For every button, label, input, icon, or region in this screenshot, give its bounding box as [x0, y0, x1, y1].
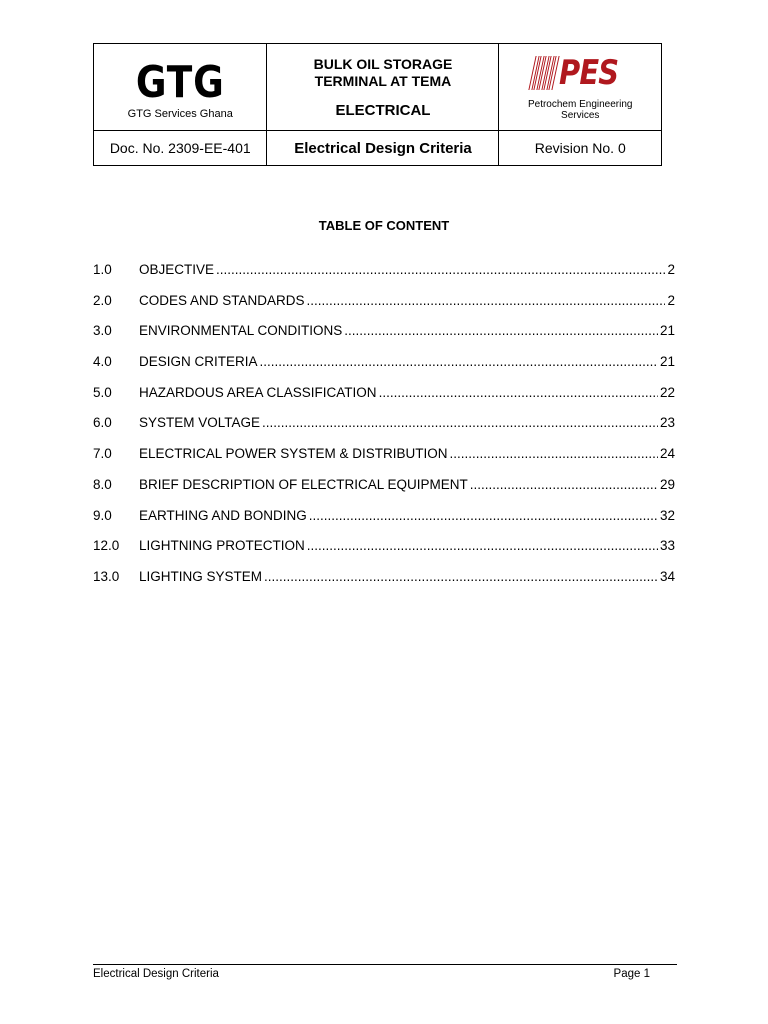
- project-title-line1: BULK OIL STORAGE: [313, 55, 453, 72]
- toc-leader: [216, 262, 665, 277]
- toc-entry-number: 3.0: [93, 323, 112, 339]
- toc-entry[interactable]: [93, 262, 675, 293]
- toc-leader: [450, 446, 658, 461]
- toc-entry-number: 13.0: [93, 568, 120, 584]
- toc-entry-number: 4.0: [93, 354, 112, 370]
- toc-entry-page: 32: [659, 507, 675, 523]
- revision-number: Revision No. 0: [499, 131, 662, 166]
- table-of-contents: [93, 262, 675, 600]
- toc-entry-number: 8.0: [93, 476, 112, 492]
- pes-caption-line2: Services: [561, 110, 600, 121]
- toc-leader: [262, 415, 658, 430]
- toc-entry-page: 24: [659, 446, 675, 462]
- toc-entry-page: 22: [659, 384, 675, 400]
- toc-leader: [470, 477, 658, 492]
- toc-leader: [307, 538, 658, 553]
- toc-entry-number: 5.0: [93, 384, 112, 400]
- toc-entry[interactable]: [93, 569, 675, 600]
- toc-entry-label: DESIGN CRITERIA: [139, 354, 258, 370]
- toc-entry-number: 12.0: [93, 538, 120, 554]
- project-title-cell: [267, 44, 499, 131]
- toc-entry-label: SYSTEM VOLTAGE: [139, 415, 261, 431]
- toc-entry-page: 21: [659, 323, 675, 339]
- department-label: ELECTRICAL: [335, 101, 431, 119]
- toc-leader: [264, 569, 658, 584]
- toc-title: TABLE OF CONTENT: [318, 218, 450, 233]
- toc-entry-page: 33: [659, 538, 675, 554]
- toc-entry[interactable]: [93, 538, 675, 569]
- gtg-logo-cell: [94, 44, 267, 131]
- toc-entry[interactable]: [93, 508, 675, 539]
- toc-entry-number: 7.0: [93, 446, 112, 462]
- pes-caption-line1: Petrochem Engineering: [527, 99, 633, 110]
- footer-page-number: Page 1: [613, 968, 650, 980]
- toc-leader: [307, 293, 666, 308]
- pes-logo: [499, 55, 661, 91]
- toc-entry-page: 23: [659, 415, 675, 431]
- toc-entry[interactable]: [93, 385, 675, 416]
- pes-stripes-icon: [528, 56, 560, 90]
- pes-logo-cell: [499, 44, 662, 131]
- toc-entry-page: 2: [667, 292, 675, 308]
- toc-entry-label: CODES AND STANDARDS: [139, 292, 305, 308]
- toc-entry-label: OBJECTIVE: [139, 262, 215, 277]
- toc-entry-label: ELECTRICAL POWER SYSTEM & DISTRIBUTION: [139, 446, 448, 462]
- toc-entry-page: 34: [659, 568, 675, 584]
- toc-leader: [344, 323, 658, 338]
- toc-entry-number: 6.0: [93, 415, 112, 431]
- doc-number: Doc. No. 2309-EE-401: [94, 131, 267, 166]
- doc-title: Electrical Design Criteria: [267, 131, 499, 166]
- toc-leader: [309, 508, 658, 523]
- toc-entry-label: HAZARDOUS AREA CLASSIFICATION: [139, 384, 377, 400]
- toc-entry-label: EARTHING AND BONDING: [139, 507, 307, 523]
- pes-logo-text: PES: [558, 53, 619, 93]
- toc-entry[interactable]: [93, 446, 675, 477]
- toc-entry-page: 2: [667, 262, 675, 277]
- toc-entry[interactable]: [93, 477, 675, 508]
- toc-entry[interactable]: [93, 354, 675, 385]
- project-title-line2: TERMINAL AT TEMA: [314, 72, 452, 89]
- toc-entry-label: LIGHTNING PROTECTION: [139, 538, 305, 554]
- gtg-caption: GTG Services Ghana: [127, 108, 233, 120]
- toc-entry-page: 21: [659, 354, 675, 370]
- pes-caption: [499, 99, 661, 121]
- toc-leader: [260, 354, 658, 369]
- toc-leader: [379, 385, 658, 400]
- toc-entry-label: BRIEF DESCRIPTION OF ELECTRICAL EQUIPMENT: [139, 476, 468, 492]
- toc-entry[interactable]: [93, 415, 675, 446]
- document-header: [93, 43, 662, 166]
- page-footer: [93, 964, 677, 980]
- toc-entry[interactable]: [93, 323, 675, 354]
- toc-entry-number: 1.0: [93, 262, 112, 277]
- toc-entry[interactable]: [93, 293, 675, 324]
- toc-entry-label: LIGHTING SYSTEM: [139, 568, 263, 584]
- toc-entry-label: ENVIRONMENTAL CONDITIONS: [139, 323, 343, 339]
- toc-entry-page: 29: [659, 476, 675, 492]
- footer-doc-title: Electrical Design Criteria: [93, 968, 219, 980]
- toc-entry-number: 2.0: [93, 292, 112, 308]
- toc-entry-number: 9.0: [93, 507, 112, 523]
- gtg-logo: GTG: [135, 57, 225, 108]
